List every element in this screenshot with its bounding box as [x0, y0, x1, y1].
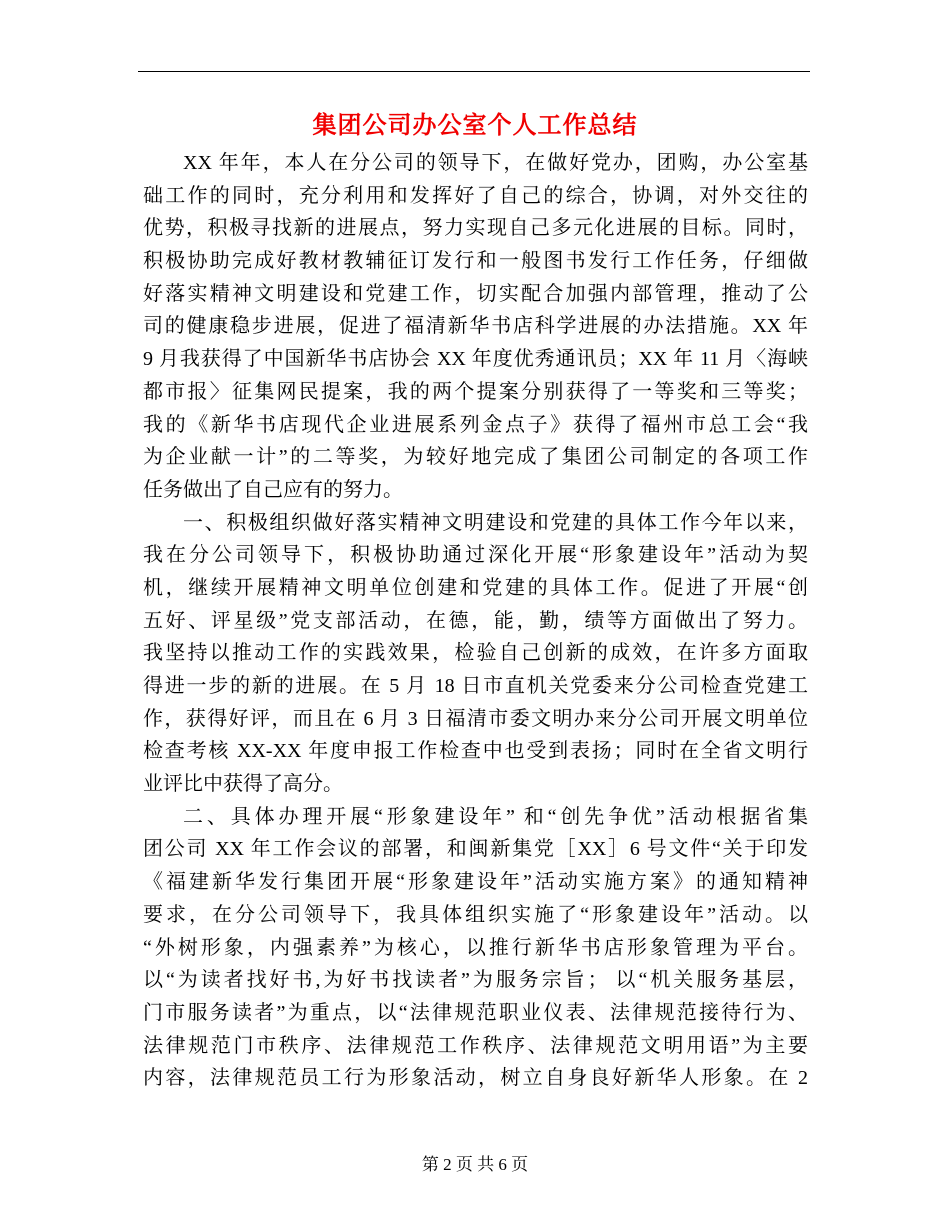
body-line: 以“为读者找好书,为好书找读者”为服务宗旨； 以“机关服务基层， — [143, 969, 808, 992]
body-line: “外树形象，内强素养”为核心，以推行新华书店形象管理为平台。 — [143, 936, 808, 959]
body-line: 二、具体办理开展“形象建设年” 和“创先争优”活动根据省集 — [183, 805, 808, 828]
body-line: 任务做出了自己应有的努力。 — [143, 478, 403, 501]
body-line: 法律规范门市秩序、法律规范工作秩序、法律规范文明用语”为主要 — [143, 1034, 808, 1057]
body-line: 机，继续开展精神文明单位创建和党建的具体工作。促进了开展“创 — [143, 576, 808, 599]
body-line: 为企业献一计”的二等奖，为较好地完成了集团公司制定的各项工作 — [143, 446, 808, 469]
document-title: 集团公司办公室个人工作总结 — [312, 113, 638, 139]
body-line: 业评比中获得了高分。 — [143, 773, 343, 796]
body-line: 9 月我获得了中国新华书店协会 XX 年度优秀通讯员；XX 年 11 月〈海峡 — [143, 348, 808, 371]
header-rule — [138, 71, 810, 72]
body-line: 我的《新华书店现代企业进展系列金点子》获得了福州市总工会“我 — [143, 413, 808, 436]
body-line: 积极协助完成好教材教辅征订发行和一般图书发行工作任务，仔细做 — [143, 250, 808, 273]
body-line: 一、积极组织做好落实精神文明建设和党建的具体工作今年以来， — [183, 511, 808, 534]
body-line: 要求，在分公司领导下，我具体组织实施了“形象建设年”活动。以 — [143, 903, 808, 926]
body-line: 门市服务读者”为重点，以“法律规范职业仪表、法律规范接待行为、 — [143, 1001, 808, 1024]
body-line: 检查考核 XX-XX 年度申报工作检查中也受到表扬；同时在全省文明行 — [143, 740, 808, 763]
body-line: XX 年年，本人在分公司的领导下，在做好党办，团购，办公室基 — [183, 152, 808, 174]
body-line: 都市报〉征集网民提案，我的两个提案分别获得了一等奖和三等奖； — [143, 380, 808, 403]
page-number-footer: 第 2 页 共 6 页 — [421, 1155, 529, 1174]
body-line: 作，获得好评，而且在 6 月 3 日福清市委文明办来分公司开展文明单位 — [143, 707, 808, 730]
paragraph — [143, 507, 808, 801]
paragraph — [143, 147, 808, 507]
body-line: 我在分公司领导下，积极协助通过深化开展“形象建设年”活动为契 — [143, 544, 808, 567]
body-line: 内容，法律规范员工行为形象活动，树立自身良好新华人形象。在 2 — [143, 1067, 808, 1090]
body-line: 得进一步的新的进展。在 5 月 18 日市直机关党委来分公司检查党建工 — [143, 675, 808, 697]
body-line: 好落实精神文明建设和党建工作，切实配合加强内部管理，推动了公 — [143, 282, 808, 305]
body-line: 础工作的同时，充分利用和发挥好了自己的综合，协调，对外交往的 — [143, 184, 808, 207]
body-line: 五好、评星级”党支部活动，在德，能，勤，绩等方面做出了努力。 — [143, 609, 808, 632]
body-line: 优势，积极寻找新的进展点，努力实现自己多元化进展的目标。同时， — [143, 217, 808, 240]
body-line: 我坚持以推动工作的实践效果，检验自己创新的成效，在许多方面取 — [143, 642, 808, 665]
paragraph — [143, 801, 808, 1095]
body-line: 团公司 XX 年工作会议的部署，和闽新集党［XX］6 号文件“关于印发 — [143, 838, 808, 861]
body-line: 司的健康稳步进展，促进了福清新华书店科学进展的办法措施。XX 年 — [143, 315, 808, 338]
body-line: 《福建新华发行集团开展“形象建设年”活动实施方案》的通知精神 — [143, 871, 808, 894]
document-body — [143, 147, 808, 1095]
